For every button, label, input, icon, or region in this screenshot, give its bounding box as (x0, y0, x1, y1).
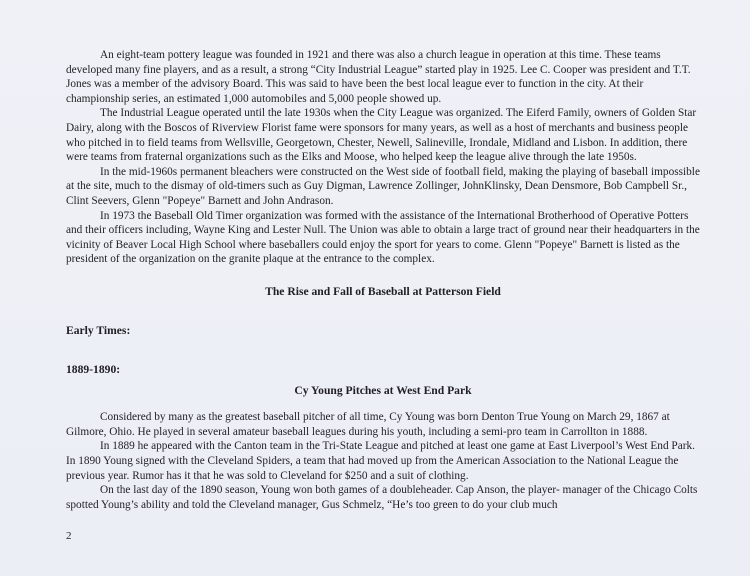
document-body (66, 48, 700, 512)
paragraph-cy-young-bio: Considered by many as the greatest baseball pitcher of all time, Cy Young was born Denton True Young on March 29, 1867 at Gilmore, Ohio. He played in several amateur baseball leagues during his youth, including a semi-pro team in Carrollton in 1888. (66, 411, 670, 438)
paragraph-industrial-league: The Industrial League operated until the late 1930s when the City League was organized. The Eiferd Family, owners of Golden Star Dairy, along with the Boscos of Riverview Florist fame were sponsors for many years, as well as a host of merchants and business people who pitched in to field teams from Wellsville, Georgetown, Chester, Newell, Salineville, Irondale, Midland and Lisbon. In addition, there were teams from fraternal organizations such as the Elks and Moose, who helped keep the league alive through the late 1950s. (66, 107, 697, 164)
early-times-heading: Early Times: (66, 323, 131, 337)
paragraph-bleachers: In the mid-1960s permanent bleachers were constructed on the West side of football field, making the playing of baseball impossible at the site, much to the dismay of old-timers such as Guy Digman, Lawrence Zollinger, JohnKlinsky, Dean Densmore, Bob Campbell Sr., Clint Seevers, Glenn "Popeye" Barnett and John Andrason. (66, 165, 700, 207)
page-number: 2 (66, 530, 72, 542)
paragraph-pottery-league: An eight-team pottery league was founded in 1921 and there was also a church league in operation at this time. These teams developed many fine players, and as a result, a strong “City Industrial League” started play in 1925. Lee C. Cooper was president and T.T. Jones was a member of the advisory Board. This was said to have been the best local league ever to function in the city. At their championship series, an estimated 1,000 automobiles and 5,000 people showed up. (66, 49, 691, 105)
cy-young-subtitle: Cy Young Pitches at West End Park (294, 383, 472, 397)
section-title: The Rise and Fall of Baseball at Patterson Field (265, 284, 501, 298)
paragraph-doubleheader: On the last day of the 1890 season, Young won both games of a doubleheader. Cap Anson, the player- manager of the Chicago Colts spotted Young’s ability and told the Cleveland manager, Gus Schmelz, “He’s too green to do your club much (66, 484, 698, 511)
paragraph-old-timer-organization: In 1973 the Baseball Old Timer organization was formed with the assistance of the International Brotherhood of Operative Potters and their officers including, Wayne King and Lester Null. The Union was able to obtain a large tract of ground near their headquarters in the vicinity of Beaver Local High School where baseballers could enjoy the sport for years to come. Glenn "Popeye" Barnett is listed as the president of the organization on the granite plaque at the entrance to the complex. (66, 209, 700, 266)
years-heading: 1889-1890: (66, 363, 121, 377)
paragraph-canton-team: In 1889 he appeared with the Canton team in the Tri-State League and pitched at least one game at East Liverpool’s West End Park. In 1890 Young signed with the Cleveland Spiders, a team that had moved up from the American Association to the National League the previous year. Rumor has it that he was sold to Cleveland for $250 and a suit of clothing. (66, 440, 695, 482)
